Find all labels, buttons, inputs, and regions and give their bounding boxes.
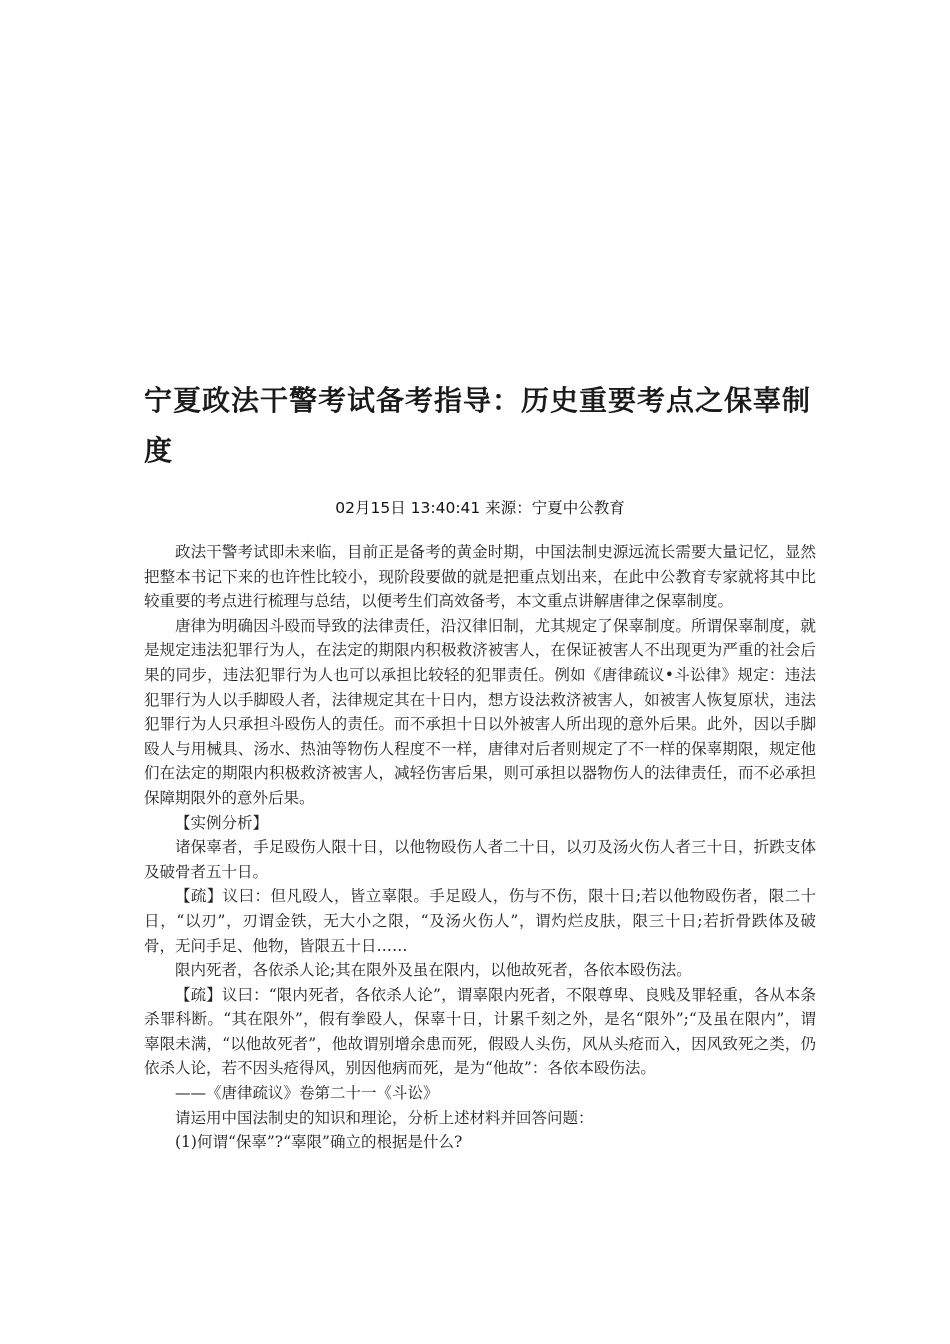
- article-body: [144, 540, 816, 1155]
- publish-meta: 02月15日 13:40:41 来源：宁夏中公教育: [335, 499, 625, 517]
- paragraph-baogu-definition: 唐律为明确因斗殴而导致的法律责任，沿汉律旧制，尤其规定了保辜制度。所谓保辜制度，就是规定违法犯罪行为人，在法定的期限内积极救济被害人，在保证被害人不出现更为严重的社会后果的同步，违法犯罪行为人也可以承担比较轻的犯罪责任。例如《唐律疏议•斗讼律》规定：违法犯罪行为人以手脚殴人者，法律规定其在十日内，想方设法救济被害人，如被害人恢复原状，违法犯罪行为人只承担斗殴伤人的责任。而不承担十日以外被害人所出现的意外后果。此外，因以手脚殴人与用械具、汤水、热油等物伤人程度不一样，唐律对后者则规定了不一样的保辜期限，规定他们在法定的期限内积极救济被害人，减轻伤害后果，则可承担以器物伤人的法律责任，而不必承担保障期限外的意外后果。: [144, 616, 816, 807]
- paragraph-commentary-2: 【疏】议曰：“限内死者，各依杀人论”，谓辜限内死者，不限尊卑、良贱及罪轻重，各从本条杀罪科断。“其在限外”，假有拳殴人，保辜十日，计累千刻之外，是名“限外”;“及虽在限内”，谓辜限未满，“以他故死者”，他故谓别增余患而死，假殴人头伤，风从头疮而入，因风致死之类，仍依杀人论，若不因头疮得风，别因他病而死，是为“他故”：各依本殴伤法。: [144, 985, 816, 1078]
- paragraph-case-heading: 【实例分析】: [175, 813, 269, 832]
- paragraph-statute-2: 限内死者，各依杀人论;其在限外及虽在限内，以他故死者，各依本殴伤法。: [175, 961, 692, 980]
- paragraph-question-1: (1)何谓“保辜”?“辜限”确立的根据是什么?: [175, 1133, 463, 1152]
- page-title: 宁夏政法干警考试备考指导：历史重要考点之保辜制度: [144, 384, 812, 467]
- paragraph-commentary-1: 【疏】议曰：但凡殴人，皆立辜限。手足殴人，伤与不伤，限十日;若以他物殴伤者，限二十日，“以刃”，刃谓金铁，无大小之限，“及汤火伤人”，谓灼烂皮肤，限三十日;若折骨跌体及破骨，无问手足、他物，皆限五十日……: [144, 887, 816, 955]
- paragraph-statute-1: 诸保辜者，手足殴伤人限十日，以他物殴伤人者二十日，以刃及汤火伤人者三十日，折跌支体及破骨者五十日。: [144, 838, 816, 881]
- paragraph-question-prompt: 请运用中国法制史的知识和理论，分析上述材料并回答问题：: [175, 1108, 594, 1127]
- paragraph-source: ——《唐律疏议》卷第二十一《斗讼》: [175, 1084, 439, 1103]
- paragraph-intro: 政法干警考试即未来临，目前正是备考的黄金时期，中国法制史源远流长需要大量记忆，显然把整本书记下来的也许性比较小，现阶段要做的就是把重点划出来，在此中公教育专家就将其中比较重要的考点进行梳理与总结，以便考生们高效备考，本文重点讲解唐律之保辜制度。: [144, 543, 816, 611]
